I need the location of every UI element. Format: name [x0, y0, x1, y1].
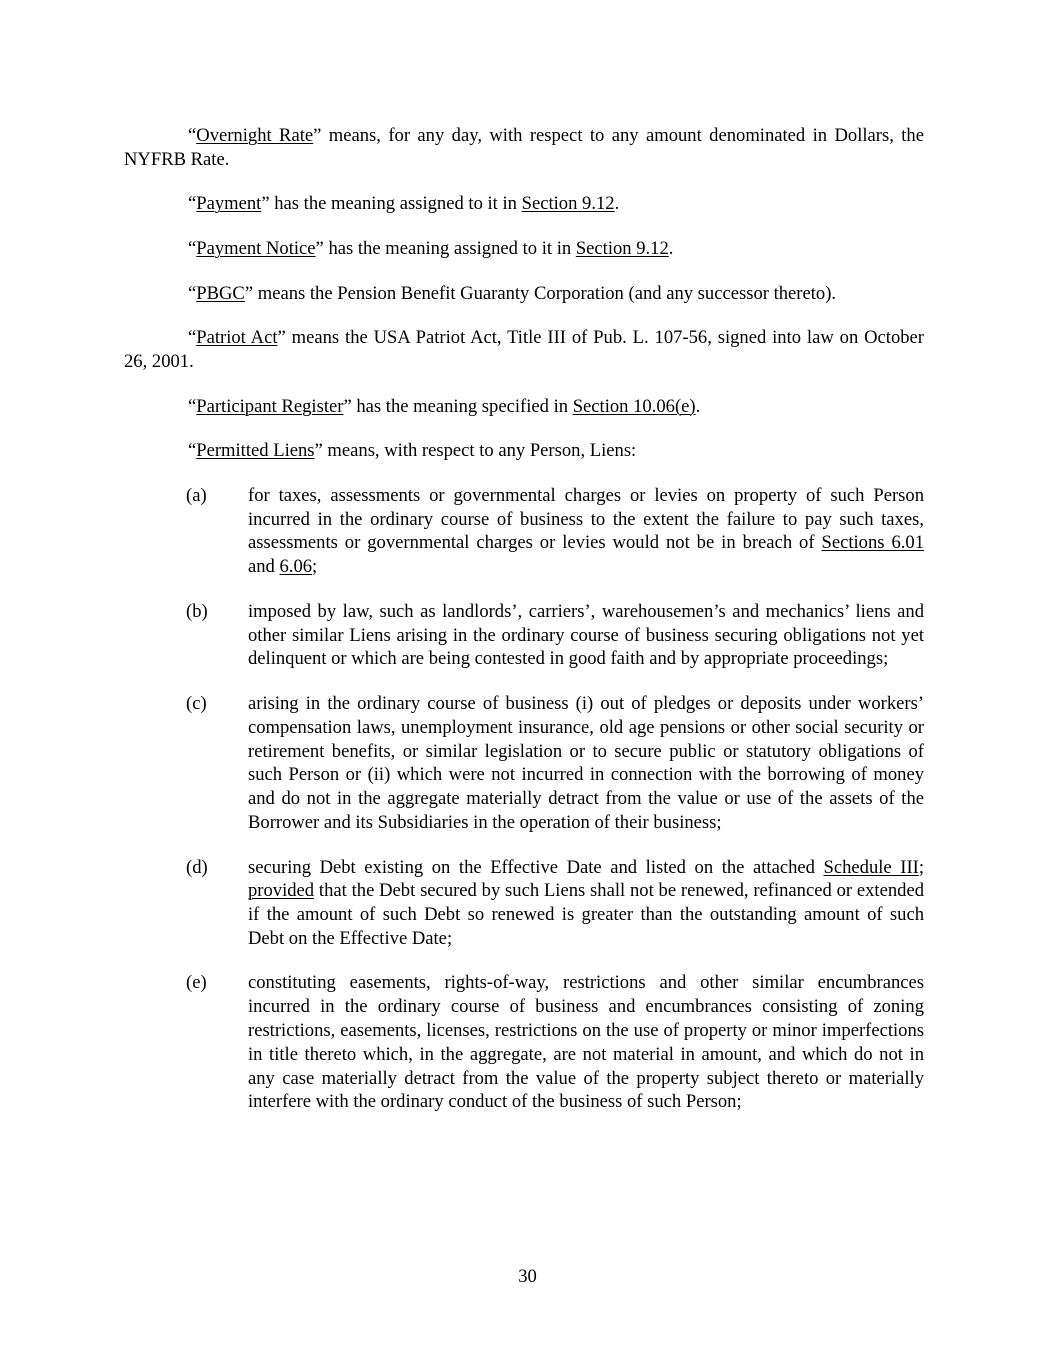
open-quote: “ [188, 282, 197, 304]
definition-patriot-act [124, 326, 924, 374]
definition-payment-notice [124, 237, 924, 261]
clause-d [124, 856, 924, 951]
clause-label: (e) [186, 972, 207, 994]
definition-participant-register [124, 395, 924, 419]
definition-end: . [614, 193, 620, 215]
clause-text-mid: ; [918, 856, 924, 878]
clause-text-mid: and [248, 556, 280, 578]
defined-term: Patriot Act [196, 327, 278, 349]
section-reference: Section 9.12 [521, 193, 615, 215]
clause-e [124, 971, 924, 1114]
section-reference: Sections 6.01 [821, 532, 924, 554]
open-quote: “ [188, 125, 197, 146]
clause-text-end: that the Debt secured by such Liens shall not be renewed, refinanced or extended if the amount of such Debt so renewed is greater than the outstanding amount of such Debt on the Effective Date; [248, 880, 924, 949]
clause-label: (a) [186, 484, 207, 506]
definition-text: ” means, with respect to any Person, Liens: [314, 440, 637, 462]
schedule-reference: Schedule III [823, 856, 919, 878]
section-reference: Section 9.12 [575, 237, 669, 259]
section-reference: Section 10.06(e) [572, 395, 696, 417]
clause-label: (b) [186, 600, 208, 622]
clause-text: securing Debt existing on the Effective Date and listed on the attached [248, 856, 824, 878]
defined-term: Permitted Liens [196, 440, 315, 462]
open-quote: “ [188, 237, 197, 259]
definition-text: ” has the meaning assigned to it in [261, 193, 522, 215]
definition-overnight-rate [124, 124, 924, 172]
definition-end: . [668, 237, 674, 259]
clause-text: constituting easements, rights-of-way, restrictions and other similar encumbrances incurred in the ordinary course of business and encumbrances consisting of zoning restrictions, easements, licenses, restrictions on the use of property or minor imperfections in title thereto which, in the aggregate, are not material in amount, and which do not in any case materially detract from the value of the property subject thereto or materially interfere with the ordinary conduct of the business of such Person; [248, 972, 924, 1113]
definition-pbgc [124, 282, 924, 306]
page-number: 30 [518, 1266, 537, 1287]
defined-term: Payment Notice [196, 237, 316, 259]
defined-term: Participant Register [196, 395, 344, 417]
definition-text: ” means the USA Patriot Act, Title III of Pub. L. 107-56, signed into law on October 26, 2001. [124, 327, 924, 372]
clause-text: imposed by law, such as landlords’, carriers’, warehousemen’s and mechanics’ liens and other similar Liens arising in the ordinary course of business securing obligations not yet delinquent or which are being contested in good faith and by appropriate proceedings; [248, 600, 924, 670]
definition-permitted-liens [124, 439, 924, 463]
document-page [124, 124, 924, 1135]
defined-term: Overnight Rate [196, 125, 314, 146]
open-quote: “ [188, 327, 197, 349]
definition-end: . [695, 395, 701, 417]
clause-label: (d) [186, 856, 208, 878]
defined-term: Payment [196, 193, 262, 215]
definition-text: ” has the meaning assigned to it in [315, 237, 576, 259]
definition-text: ” means, for any day, with respect to any amount denominated in Dollars, the NYFRB Rate. [124, 125, 924, 170]
clause-label: (c) [186, 692, 207, 714]
defined-term: PBGC [196, 282, 245, 304]
clause-c [124, 692, 924, 835]
clause-text-end: ; [312, 556, 318, 578]
open-quote: “ [188, 193, 197, 215]
provided-term: provided [248, 880, 315, 902]
definition-text: ” means the Pension Benefit Guaranty Corporation (and any successor thereto). [244, 282, 837, 304]
clause-text: for taxes, assessments or governmental charges or levies on property of such Person incurred in the ordinary course of business to the extent the failure to pay such taxes, assessments or governmental charges or levies would not be in breach of [248, 484, 924, 554]
clause-text: arising in the ordinary course of business (i) out of pledges or deposits under workers’ compensation laws, unemployment insurance, old age pensions or other social security or retirement benefits, or similar legislation or to secure public or statutory obligations of such Person or (ii) which were not incurred in connection with the borrowing of money and do not in the aggregate materially detract from the value or use of the assets of the Borrower and its Subsidiaries in the operation of their business; [248, 692, 924, 833]
definition-payment [124, 192, 924, 216]
clause-b [124, 600, 924, 671]
clause-a [124, 484, 924, 579]
section-reference: 6.06 [279, 556, 313, 578]
open-quote: “ [188, 395, 197, 417]
definition-text: ” has the meaning specified in [343, 395, 573, 417]
open-quote: “ [188, 440, 197, 462]
